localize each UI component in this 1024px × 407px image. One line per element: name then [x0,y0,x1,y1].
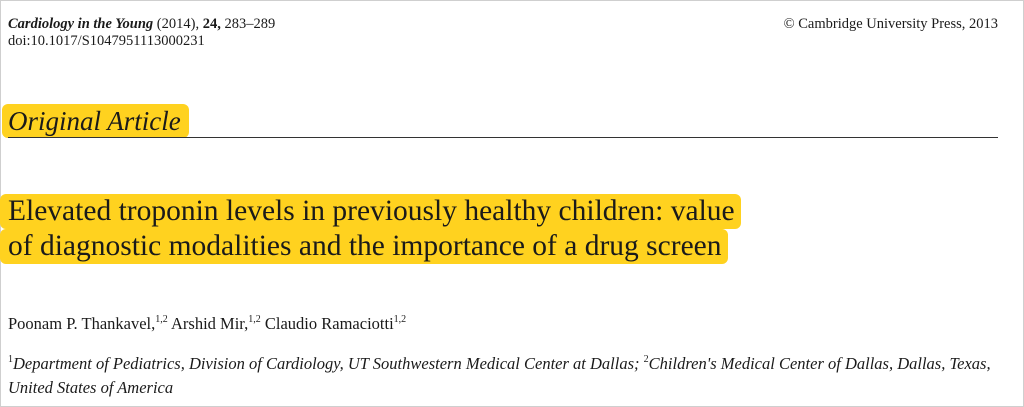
article-title [0,194,741,264]
section-label: Original Article [2,104,189,138]
citation-volume: 24, [202,16,221,32]
author[interactable] [8,314,168,333]
author-name: Arshid Mir, [171,314,249,333]
copyright-notice: © Cambridge University Press, 2013 [783,16,998,32]
author-name: Claudio Ramaciotti [264,314,394,333]
title-line-1: Elevated troponin levels in previously healthy children: value [0,194,741,229]
affiliation-marker: 2 [643,354,649,365]
affiliation-text: Department of Pediatrics, Division of Cardiology, UT Southwestern Medical Center at Dallas; [13,354,644,373]
author[interactable] [265,314,406,333]
doi[interactable]: doi:10.1017/S1047951113000231 [8,33,205,49]
affiliation-marker: 1 [8,354,13,365]
affiliations [8,348,1008,400]
citation-year: (2014), [156,16,200,32]
title-line-2: of diagnostic modalities and the importance of a drug screen [0,229,728,264]
author-affiliation-ref: 1,2 [155,314,168,325]
affiliation-text: Children's Medical Center of Dallas, Dallas, Texas, United States of America [8,354,991,397]
citation-line [8,16,275,33]
author[interactable] [171,314,261,333]
author-affiliation-ref: 1,2 [393,314,407,325]
author-affiliation-ref: 1,2 [248,314,261,325]
citation-block [8,16,275,50]
author-list [8,309,406,335]
section-divider [8,137,998,138]
author-name: Poonam P. Thankavel, [8,314,156,333]
citation-pages: 283–289 [224,16,276,32]
journal-name: Cardiology in the Young [8,16,154,32]
